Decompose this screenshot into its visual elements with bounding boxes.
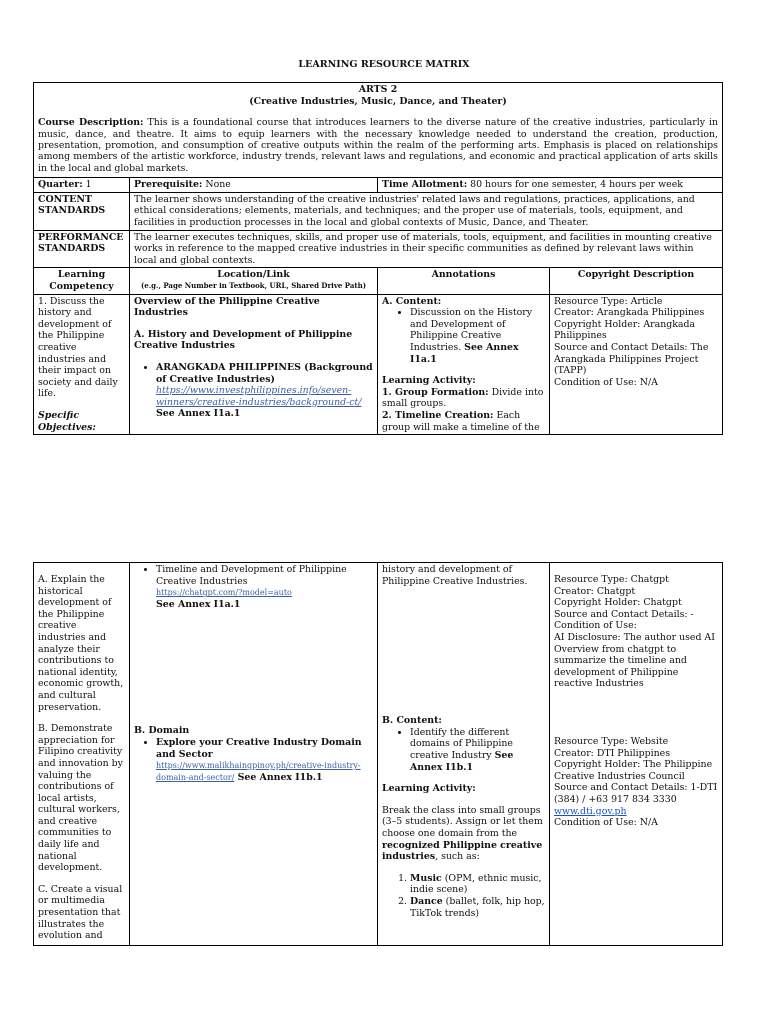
- condition-of-use: Condition of Use: N/A: [554, 376, 658, 388]
- content-heading: A. Content:: [382, 295, 442, 307]
- domain-name: Dance: [410, 895, 443, 907]
- domain-name: Music: [410, 872, 442, 884]
- performance-standards-label: PERFORMANCE STANDARDS: [34, 230, 130, 268]
- resource-title: ARANGKADA PHILIPPINES (Background of Creative Industries): [156, 361, 373, 385]
- activity-step-text: Divide into small groups.: [382, 386, 544, 410]
- ai-disclosure: AI Disclosure: The author used AI Overview from chatgpt to summarize the timeline and development of Philippine reactive Industries: [554, 631, 715, 690]
- copyright-holder: Copyright Holder: Chatgpt: [554, 597, 682, 609]
- col-header-copyright: Copyright Description: [550, 268, 723, 294]
- competency-text-c: C. Create a visual or multimedia presentation that illustrates the evolution and: [38, 883, 123, 942]
- content-heading: B. Content:: [382, 715, 442, 727]
- specific-objectives-label: Specific Objectives:: [38, 409, 96, 433]
- table-row: [34, 294, 723, 435]
- location-heading: Overview of the Philippine Creative Industries: [134, 295, 320, 319]
- annex-reference: See Annex I1a.1: [156, 408, 241, 420]
- resource-type: Resource Type: Website: [554, 735, 669, 747]
- annotation-list: [382, 307, 545, 365]
- condition-of-use: Condition of Use:: [554, 620, 637, 632]
- time-allotment-cell: [378, 178, 723, 193]
- course-description-text: This is a foundational course that introduces learners to the diverse nature of the creative industries, particularly in music, dance, and theatre. It aims to equip learners with the necessary knowledge needed to understand the creation, production, presentation, promotion, and consumption of creative outputs within the realm of the performing arts. Emphasis is placed on relationships among members of the artistic workforce, industry trends, relevant laws and regulations, and economic and practical application of arts skills in the local and global markets.: [38, 117, 718, 174]
- prerequisite-cell: [130, 178, 378, 193]
- course-description-label: Course Description:: [38, 117, 144, 129]
- copyright-holder: Copyright Holder: The Philippine Creative Industries Council: [554, 759, 713, 782]
- annex-reference: See Annex I1a.1: [410, 341, 519, 365]
- competency-text-b: B. Demonstrate appreciation for Filipino creativity and innovation by valuing the contributions of local artists, cultural workers, and creative communities to daily life and national development.: [38, 723, 123, 874]
- learning-activity-heading: Learning Activity:: [382, 783, 476, 795]
- location-list: [134, 737, 373, 783]
- activity-step: [382, 387, 545, 410]
- source-contact: Source and Contact Details: The Arangkada Philippines Project (TAPP): [554, 341, 709, 377]
- resource-title: Timeline and Development of Philippine Creative Industries: [156, 564, 347, 587]
- domain-examples: (OPM, ethnic music, indie scene): [410, 872, 542, 896]
- col-header-annotations: Annotations: [378, 268, 550, 294]
- list-item: [156, 362, 373, 420]
- prerequisite-label: Prerequisite:: [134, 179, 203, 191]
- column-header-row: [34, 268, 723, 294]
- activity-text-bold: recognized Philippine creative industries: [382, 839, 543, 863]
- list-item: [410, 873, 545, 896]
- resource-type: Resource Type: Chatgpt: [554, 574, 669, 585]
- location-list: [134, 564, 373, 610]
- resource-link[interactable]: https://www.malikhaingpinoy.ph/creative-industry-domain-and-sector/: [156, 761, 361, 782]
- location-cell: [130, 294, 378, 435]
- col-header-location: [130, 268, 378, 294]
- list-item: [410, 896, 545, 919]
- subject-subtitle: (Creative Industries, Music, Dance, and Theater): [249, 95, 507, 107]
- annotation-text: history and development of Philippine Creative Industries.: [382, 564, 528, 587]
- competency-cell: [34, 294, 130, 435]
- activity-description: [382, 805, 545, 863]
- activity-text: , such as:: [435, 851, 480, 863]
- meta-row: [34, 178, 723, 193]
- source-contact: Source and Contact Details: -: [554, 608, 694, 620]
- activity-step: [382, 410, 545, 433]
- annotation-text: Discussion on the History and Development of Philippine Creative Industries.: [410, 307, 533, 353]
- annex-reference: See Annex I1a.1: [156, 598, 241, 610]
- source-contact: Source and Contact Details: 1-DTI (384) / +63 917 834 3330: [554, 782, 718, 805]
- activity-step-label: 1. Group Formation:: [382, 386, 489, 398]
- annotations-cell: [378, 294, 550, 435]
- domain-examples: (ballet, folk, hip hop, TikTok trends): [410, 895, 545, 919]
- page-title: LEARNING RESOURCE MATRIX: [298, 59, 470, 70]
- annotation-list: [382, 727, 545, 773]
- resource-link[interactable]: https://chatgpt.com/?model=auto: [156, 588, 292, 598]
- matrix-table-continued: [33, 562, 723, 946]
- competency-text: 1. Discuss the history and development of the Philippine creative industries and their impact on society and daily life.: [38, 295, 118, 400]
- annex-reference: See Annex I1b.1: [410, 749, 514, 773]
- quarter-value: 1: [82, 179, 92, 191]
- creator: Creator: Chatgpt: [554, 585, 636, 597]
- performance-standards-row: [34, 230, 723, 268]
- course-description: [38, 117, 718, 174]
- website-link[interactable]: www.dti.gov.ph: [554, 805, 627, 817]
- activity-step-text: Each group will make a timeline of the: [382, 409, 540, 433]
- activity-text: Break the class into small groups (3–5 students). Assign or let them choose one domain from the: [382, 804, 543, 839]
- resource-link[interactable]: https://www.investphilippines.info/seven-winners/creative-industries/background-ct/: [156, 385, 362, 408]
- quarter-cell: [34, 178, 130, 193]
- creator: Creator: Arangkada Philippines: [554, 307, 705, 319]
- condition-of-use: Condition of Use: N/A: [554, 817, 658, 829]
- activity-step-label: 2. Timeline Creation:: [382, 409, 494, 421]
- list-item: [156, 564, 373, 610]
- copyright-cell: [550, 294, 723, 435]
- content-standards-text: The learner shows understanding of the creative industries' related laws and regulations, practices, applications, and ethical considerations; elements, materials, and techniques; and the proper use of materials, tools, equipment, and facilities in production processes in the local and global contexts of Music, Dance, and Theater.: [130, 192, 723, 230]
- annotation-text: Identify the different domains of Philippine creative Industry: [410, 726, 513, 761]
- matrix-table-top: [33, 82, 723, 435]
- table-row: [34, 563, 723, 946]
- list-item: [410, 307, 545, 365]
- resource-title: Explore your Creative Industry Domain and Sector: [156, 736, 362, 760]
- location-section-a: A. History and Development of Philippine Creative Industries: [134, 328, 353, 352]
- performance-standards-text: The learner executes techniques, skills, and proper use of materials, tools, equipment, and facilities in mounting creative works in reference to the mapped creative industries in their specific communities as defined by relevant laws within local and global contexts.: [130, 230, 723, 268]
- content-standards-label: CONTENT STANDARDS: [34, 192, 130, 230]
- domain-list: [382, 873, 545, 919]
- competency-text-a: A. Explain the historical development of the Philippine creative industries and analyze their contributions to national identity, economic growth, and cultural preservation.: [38, 574, 124, 713]
- annotations-cell: [378, 563, 550, 946]
- prerequisite-value: None: [202, 179, 231, 191]
- quarter-label: Quarter:: [38, 179, 83, 191]
- content-standards-row: [34, 192, 723, 230]
- copyright-cell: [550, 563, 723, 946]
- list-item: [156, 737, 373, 783]
- copyright-holder: Copyright Holder: Arangkada Philippines: [554, 318, 696, 342]
- location-section-b: B. Domain: [134, 725, 190, 737]
- resource-type: Resource Type: Article: [554, 295, 663, 307]
- location-list: [134, 362, 373, 420]
- annex-reference: See Annex I1b.1: [234, 771, 323, 783]
- learning-activity-heading: Learning Activity:: [382, 375, 476, 387]
- col-header-competency: Learning Competency: [34, 268, 130, 294]
- col-header-location-label: Location/Link: [217, 269, 290, 281]
- col-header-location-note: (e.g., Page Number in Textbook, URL, Shared Drive Path): [140, 280, 367, 290]
- time-allotment-label: Time Allotment:: [382, 179, 468, 191]
- competency-cell: [34, 563, 130, 946]
- location-cell: [130, 563, 378, 946]
- subject-title: ARTS 2: [358, 84, 398, 95]
- time-allotment-value: 80 hours for one semester, 4 hours per week: [467, 179, 683, 191]
- list-item: [410, 727, 545, 773]
- course-header-row: [34, 83, 723, 178]
- creator: Creator: DTI Philippines: [554, 747, 671, 759]
